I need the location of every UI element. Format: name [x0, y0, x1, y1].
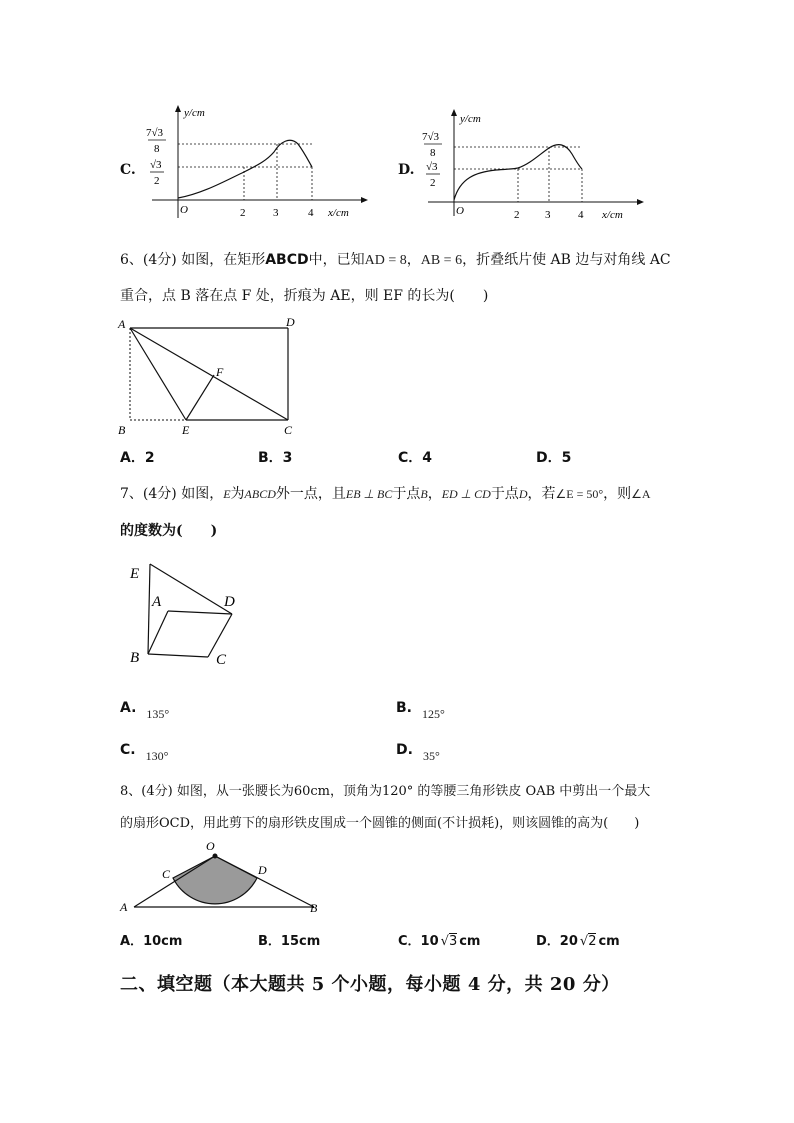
section-2-title: 二、填空题（本大题共 5 个小题，每小题 4 分，共 20 分） — [120, 974, 620, 995]
q6-mid: 中，已知 — [308, 252, 365, 268]
q7-cond1: EB ⊥ BC — [345, 487, 393, 501]
graph-c-ytick-top-num: 7√3 — [146, 127, 164, 139]
q6-option-a[interactable]: A．2 — [120, 450, 155, 466]
q6-cond2: AB = 6 — [420, 253, 463, 268]
graph-c-x-label: x/cm — [328, 207, 349, 219]
q8-option-c[interactable]: C．10 √3 cm — [398, 934, 481, 949]
graph-c-ytick-bot-num: √3 — [150, 159, 162, 171]
graph-c-xtick-4: 4 — [308, 207, 314, 219]
q8-option-d[interactable]: D．20 √2 cm — [536, 934, 620, 949]
q7-stem-line1 — [120, 483, 651, 503]
q7-fig-c: C — [216, 652, 227, 668]
q6-prefix: 6、(4分) 如图，在矩形 — [120, 252, 266, 268]
graph-c-label: C. — [120, 162, 136, 178]
q6-figure — [116, 314, 306, 438]
q6-option-b[interactable]: B．3 — [258, 450, 293, 466]
q8-stem-line2: 的扇形OCD，用此剪下的扇形铁皮围成一个圆锥的侧面(不计损耗)，则该圆锥的高为( ) — [120, 816, 640, 831]
graph-d-origin: O — [456, 205, 464, 217]
q7-option-a[interactable]: A. 135° — [120, 700, 170, 721]
q7-fig-d: D — [224, 594, 235, 610]
q6-fig-e: E — [182, 423, 190, 437]
q7-stem-line2: 的度数为( ) — [120, 523, 218, 539]
graph-d-y-label: y/cm — [460, 113, 481, 125]
q7-figure — [124, 556, 254, 672]
q6-name: ABCD — [265, 252, 309, 268]
q7-d: D — [518, 487, 528, 501]
q8-fig-d: D — [258, 863, 267, 877]
q6-option-d[interactable]: D．5 — [536, 450, 572, 466]
q7-cond2: ED ⊥ CD — [441, 487, 491, 501]
graph-d-ytick-bot-den: 2 — [430, 177, 436, 189]
q7-t1: 为 — [230, 486, 245, 502]
graph-d-x-label: x/cm — [602, 209, 623, 221]
q7-t6: ，若 — [527, 486, 556, 502]
q6-fig-a: A — [118, 317, 126, 331]
q6-fig-b: B — [118, 423, 126, 437]
graph-d-option[interactable] — [396, 106, 646, 236]
graph-c-plot — [142, 100, 368, 228]
q7-t7: ，则 — [603, 486, 632, 502]
graph-c-option[interactable] — [118, 100, 368, 230]
graph-d-xtick-2: 2 — [514, 209, 520, 221]
q6-fig-f: F — [216, 365, 224, 379]
q8-fig-o: O — [206, 839, 215, 853]
q7-abcd: ABCD — [244, 487, 276, 501]
q7-fig-a: A — [152, 594, 162, 610]
graph-d-label: D. — [398, 162, 415, 178]
q7-angle: ∠A — [631, 487, 651, 501]
graph-d-plot — [418, 106, 646, 226]
q7-option-b[interactable]: B. 125° — [396, 700, 445, 721]
graph-d-xtick-3: 3 — [545, 209, 551, 221]
q7-prefix: 7、(4分) 如图， — [120, 486, 224, 502]
q8-fig-a: A — [120, 900, 128, 914]
q8-fig-c: C — [162, 867, 171, 881]
q7-fig-e: E — [130, 566, 140, 582]
q8-option-b[interactable]: B．15cm — [258, 934, 321, 949]
q6-fig-d: D — [286, 315, 295, 329]
graph-d-curve — [454, 145, 582, 200]
q8-option-a[interactable]: A．10cm — [120, 934, 183, 949]
q7-b: B — [420, 487, 428, 501]
graph-c-ytick-bot-den: 2 — [154, 175, 160, 187]
q7-t5: 于点 — [490, 486, 519, 502]
q7-t2: 外一点，且 — [275, 486, 346, 502]
graph-d-ytick-top-num: 7√3 — [422, 131, 440, 143]
q6-fig-c: C — [284, 423, 293, 437]
q8-figure — [116, 838, 326, 918]
q6-stem-line2: 重合，点 B 落在点 F 处，折痕为 AE，则 EF 的长为( ) — [120, 288, 489, 304]
graph-d-xtick-4: 4 — [578, 209, 584, 221]
q6-suffix: ，折叠纸片使 AB 边与对角线 AC — [462, 252, 671, 268]
q8-fig-b: B — [310, 901, 318, 915]
q8-sector — [173, 856, 257, 904]
graph-c-xtick-3: 3 — [273, 207, 279, 219]
q7-option-c[interactable]: C. 130° — [120, 742, 169, 763]
sqrt-icon: √ — [579, 934, 589, 949]
q6-stem-line1 — [120, 249, 671, 269]
graph-d-ytick-top-den: 8 — [430, 147, 436, 159]
q8-stem-line1: 8、(4分) 如图，从一张腰长为60cm，顶角为120° 的等腰三角形铁皮 OAB 中剪出一个最大 — [120, 784, 651, 799]
q7-fig-b: B — [130, 650, 140, 666]
graph-c-origin: O — [180, 204, 188, 216]
q6-option-c[interactable]: C．4 — [398, 450, 433, 466]
q7-option-d[interactable]: D. 35° — [396, 742, 440, 763]
q7-e: E — [223, 487, 231, 501]
q6-cond1: AD = 8 — [364, 253, 407, 268]
q7-t3: 于点 — [392, 486, 421, 502]
graph-c-curve — [178, 140, 312, 198]
graph-c-y-label: y/cm — [184, 107, 205, 119]
q6-sep: ， — [406, 252, 421, 268]
graph-c-xtick-2: 2 — [240, 207, 246, 219]
q7-t4: ， — [427, 486, 442, 502]
graph-c-ytick-top-den: 8 — [154, 143, 160, 155]
q7-cond3: ∠E = 50° — [555, 487, 604, 501]
sqrt-icon: √ — [440, 934, 449, 949]
graph-d-ytick-bot-num: √3 — [426, 161, 438, 173]
